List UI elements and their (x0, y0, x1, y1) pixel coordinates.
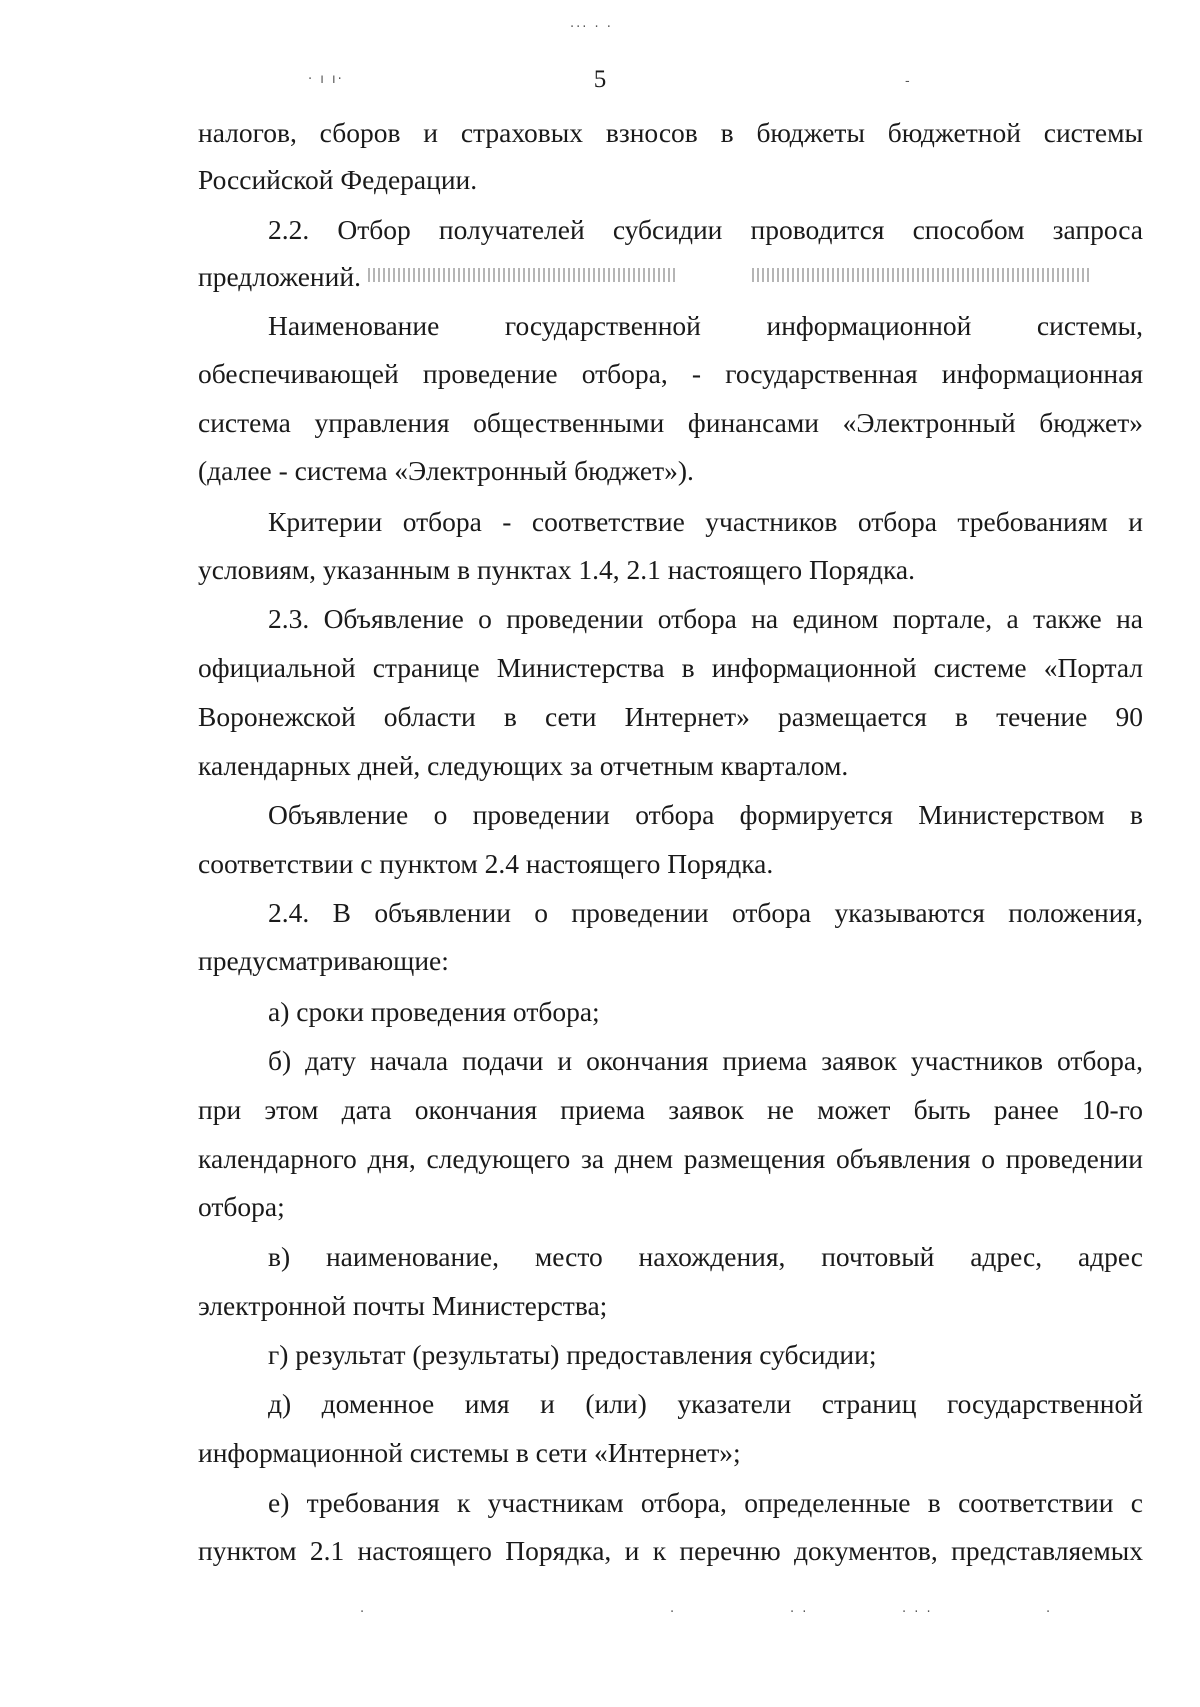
scan-noise: · (360, 1605, 367, 1620)
text-line: обеспечивающей проведение отбора, - государственная информационная (198, 358, 1143, 389)
scan-noise: · (670, 1605, 677, 1620)
text-line: а) сроки проведения отбора; (268, 996, 600, 1027)
text-line: при этом дата окончания приема заявок не может быть ранее 10-го (198, 1094, 1143, 1125)
text-line: предусматривающие: (198, 945, 449, 976)
text-line: б) дату начала подачи и окончания приема заявок участников отбора, (268, 1045, 1143, 1076)
scan-noise: · · (790, 1605, 809, 1620)
text-line: соответствии с пунктом 2.4 настоящего Порядка. (198, 848, 774, 879)
text-line: Критерии отбора - соответствие участников отбора требованиям и (268, 506, 1143, 537)
text-line: календарных дней, следующих за отчетным кварталом. (198, 750, 849, 781)
text-line: Наименование государственной информационной системы, (268, 310, 1143, 341)
page-number: 5 (593, 66, 607, 93)
text-line: отбора; (198, 1191, 285, 1222)
text-line: 2.3. Объявление о проведении отбора на едином портале, а также на (268, 603, 1143, 634)
text-line: условиям, указанным в пунктах 1.4, 2.1 настоящего Порядка. (198, 554, 915, 585)
text-line: д) доменное имя и (или) указатели страниц государственной (268, 1388, 1143, 1419)
scan-noise: · · · (902, 1605, 933, 1620)
text-line: в) наименование, место нахождения, почтовый адрес, адрес (268, 1241, 1143, 1272)
text-line: система управления общественными финансами «Электронный бюджет» (198, 407, 1143, 438)
text-line: электронной почты Министерства; (198, 1290, 608, 1321)
scan-noise: ··· · · (570, 20, 613, 35)
text-line: (далее - система «Электронный бюджет»). (198, 455, 694, 486)
text-line: г) результат (результаты) предоставления субсидии; (268, 1339, 877, 1370)
text-line: Российской Федерации. (198, 164, 478, 195)
scan-noise: - (905, 74, 912, 89)
text-line: официальной странице Министерства в информационной системе «Портал (198, 652, 1143, 683)
text-line: е) требования к участникам отбора, определенные в соответствии с (268, 1487, 1143, 1518)
text-line: налогов, сборов и страховых взносов в бюджеты бюджетной системы (198, 117, 1143, 148)
text-line: 2.4. В объявлении о проведении отбора указываются положения, (268, 897, 1143, 928)
text-line: календарного дня, следующего за днем размещения объявления о проведении (198, 1143, 1143, 1174)
text-line: информационной системы в сети «Интернет»; (198, 1437, 741, 1468)
text-line: пунктом 2.1 настоящего Порядка, и к перечню документов, представляемых (198, 1535, 1143, 1566)
scan-noise: · ı ı· (308, 72, 344, 87)
text-line: Воронежской области в сети Интернет» размещается в течение 90 (198, 701, 1143, 732)
text-line: 2.2. Отбор получателей субсидии проводится способом запроса (268, 214, 1143, 245)
scan-noise: · (1046, 1605, 1053, 1620)
text-line: предложений. (198, 261, 361, 292)
text-line: Объявление о проведении отбора формируется Министерством в (268, 799, 1143, 830)
